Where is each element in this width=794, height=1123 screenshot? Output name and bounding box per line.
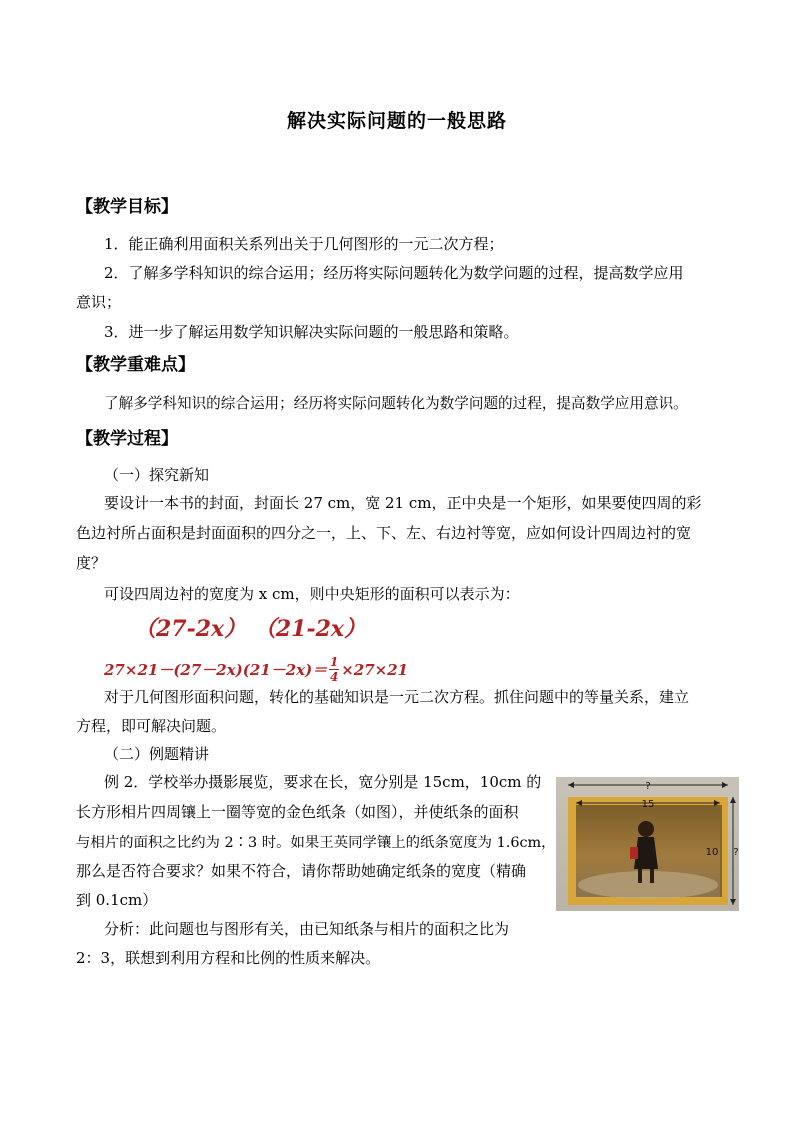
- part1-summary-2: 方程，即可解决问题。: [76, 717, 227, 735]
- example-line-5: 到 0.1cm）: [76, 891, 158, 909]
- goal-item-2-cont: 意识；: [76, 293, 122, 311]
- equation-left: 27×21－(27－2x)(21－2x)＝: [104, 661, 328, 679]
- goal-item-3: 3．进一步了解运用数学知识解决实际问题的一般思路和策略。: [104, 323, 519, 341]
- goal-item-1: 1．能正确利用面积关系列出关于几何图形的一元二次方程；: [104, 235, 504, 253]
- example-line-1: 例 2．学校举办摄影展览，要求在长，宽分别是 15cm，10cm 的: [104, 773, 542, 791]
- fraction-denominator: 4: [330, 670, 339, 684]
- part1-title: （一）探究新知: [104, 466, 210, 484]
- keypoints-text: 了解多学科知识的综合运用；经历将实际问题转化为数学问题的过程，提高数学应用意识。: [104, 395, 688, 412]
- analysis-line-1: 分析：此问题也与图形有关，由已知纸条与相片的面积之比为: [104, 920, 510, 938]
- figure-inner-width-label: 15: [641, 799, 655, 810]
- keypoints-heading: 【教学重难点】: [76, 355, 195, 375]
- part1-line-2: 色边衬所占面积是封面面积的四分之一，上、下、左、右边衬等宽，应如何设计四周边衬的宽: [76, 524, 692, 542]
- part1-summary-1: 对于几何图形面积问题，转化的基础知识是一元二次方程。抓住问题中的等量关系，建立: [104, 688, 690, 706]
- formula-equation: [104, 656, 408, 683]
- formula-area: （27-2x） （21-2x）: [134, 616, 366, 642]
- page-title: 解决实际问题的一般思路: [286, 110, 507, 132]
- example-line-4: 那么是否符合要求？如果不符合，请你帮助她确定纸条的宽度（精确: [76, 862, 527, 880]
- figure-right-label: ?: [733, 847, 739, 858]
- equation-right: ×27×21: [341, 660, 409, 679]
- equation-fraction: [329, 656, 339, 683]
- part2-title: （二）例题精讲: [104, 745, 210, 763]
- framed-photo-figure: [556, 777, 739, 911]
- goals-heading: 【教学目标】: [76, 197, 178, 217]
- analysis-line-2: 2：3，联想到利用方程和比例的性质来解决。: [76, 949, 381, 967]
- part1-line-3: 度？: [76, 554, 107, 572]
- example-line-2: 长方形相片四周镶上一圈等宽的金色纸条（如图），并使纸条的面积: [76, 803, 519, 821]
- example-line-3: 与相片的面积之比约为 2∶3 时。如果王英同学镶上的纸条宽度为 1.6cm，: [76, 835, 556, 851]
- figure-top-label: ?: [645, 781, 651, 792]
- goal-item-2: 2．了解多学科知识的综合运用；经历将实际问题转化为数学问题的过程，提高数学应用: [104, 264, 684, 282]
- child-head: [638, 821, 654, 837]
- figure-inner-height-label: 10: [705, 847, 719, 858]
- process-heading: 【教学过程】: [76, 429, 178, 449]
- part1-line-1: 要设计一本书的封面，封面长 27 cm，宽 21 cm，正中央是一个矩形，如果要使四周的彩: [104, 494, 702, 512]
- part1-assume: 可设四周边衬的宽度为 x cm，则中央矩形的面积可以表示为：: [104, 585, 520, 603]
- fraction-numerator: 1: [330, 655, 339, 669]
